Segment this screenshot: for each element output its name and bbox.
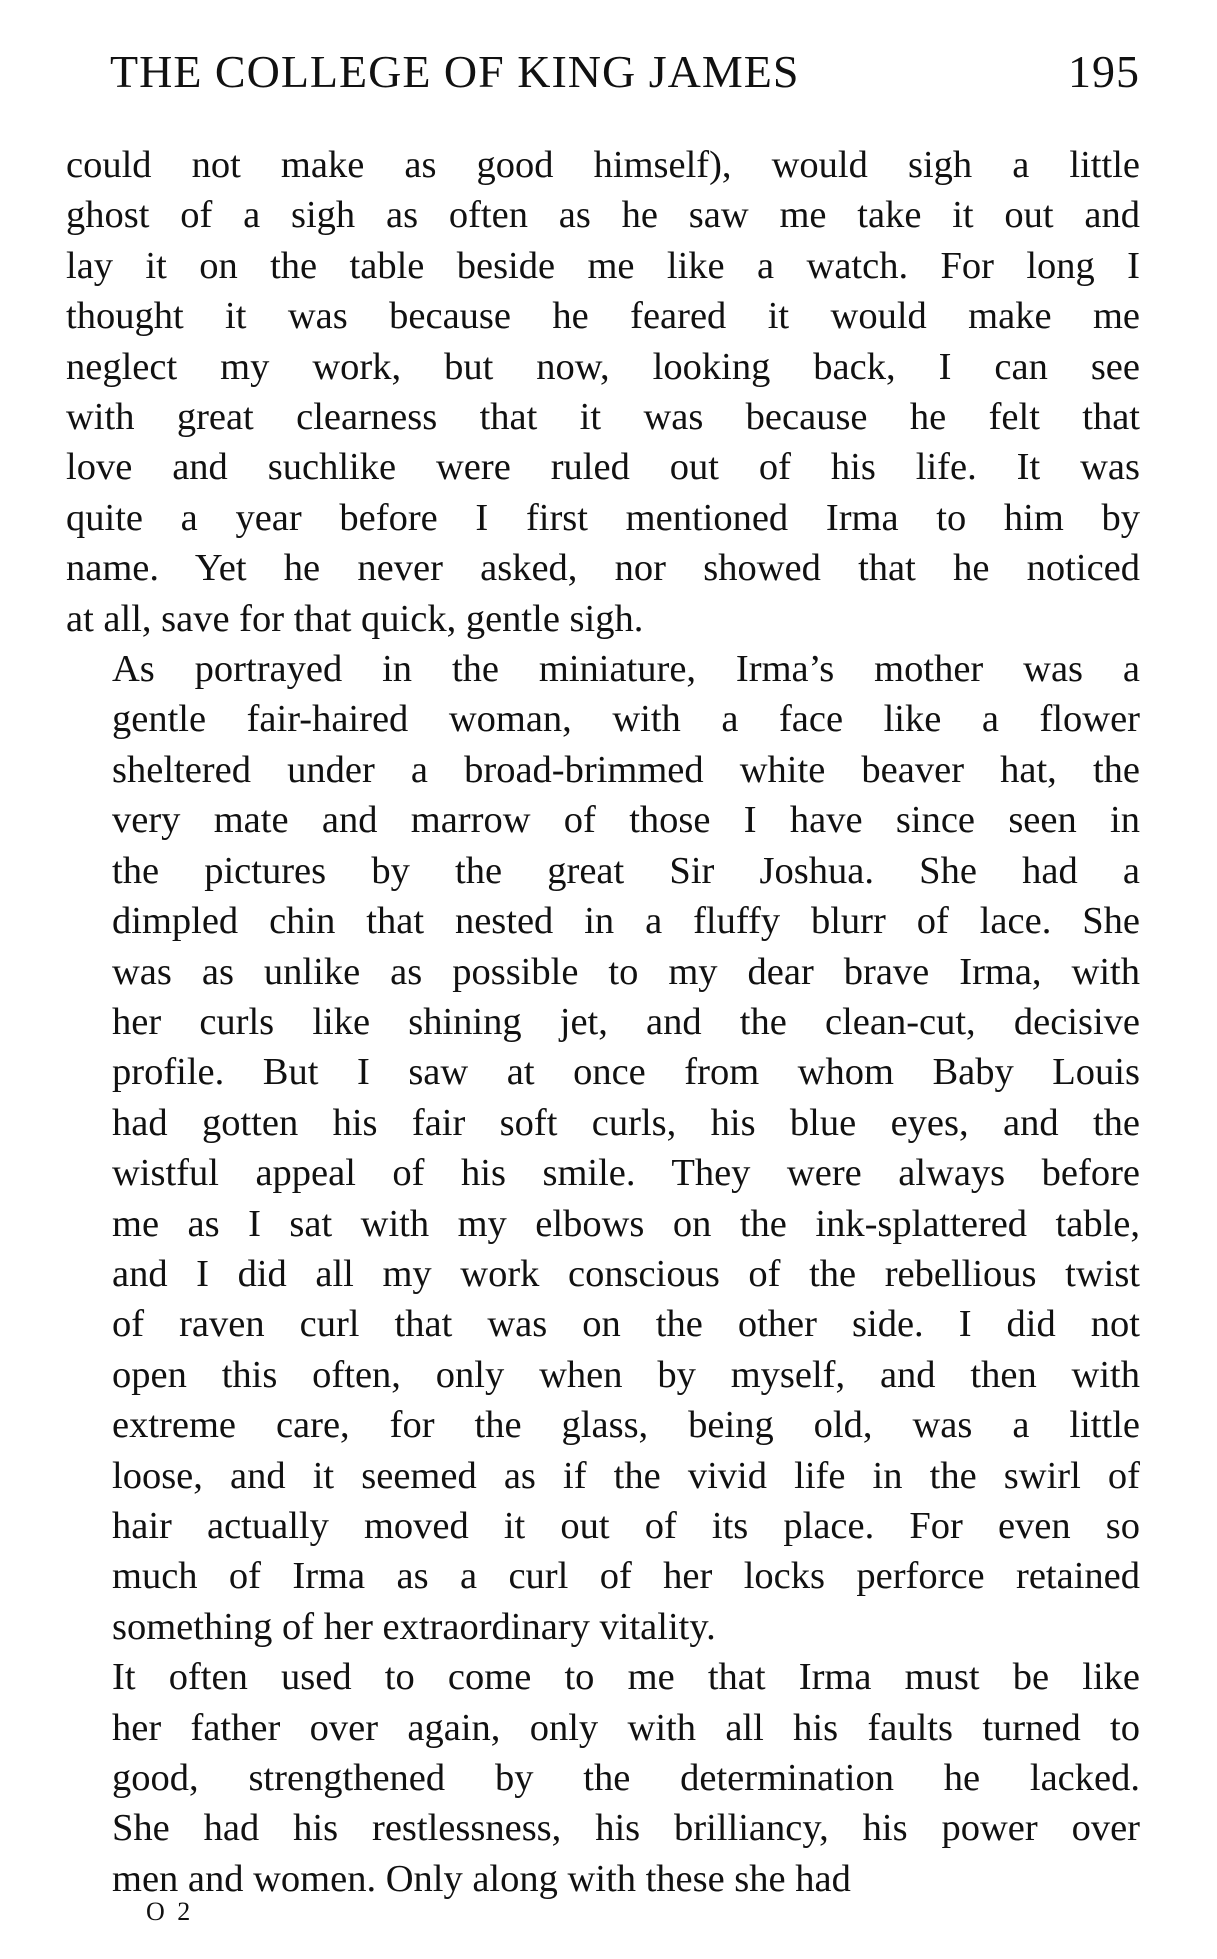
text-line: could not make as good himself), would sigh a little [66,144,1140,186]
paragraph [66,140,1140,644]
text-line: the pictures by the great Sir Joshua. She had a [112,849,1140,892]
text-line: wistful appeal of his smile. They were always before [112,1152,1140,1195]
text-line: As portrayed in the miniature, Irma’s mother was a [112,648,1140,691]
text-line: hair actually moved it out of its place. For even so [112,1504,1140,1547]
text-line: open this often, only when by myself, and then with [112,1353,1140,1396]
paragraph [66,1652,1140,1904]
text-line: much of Irma as a curl of her locks perforce retained [112,1555,1140,1598]
text-line: had gotten his fair soft curls, his blue eyes, and the [112,1101,1140,1144]
text-line: men and women. Only along with these she had [112,1857,851,1900]
text-line: lay it on the table beside me like a watch. For long I [66,244,1140,287]
text-line: quite a year before I first mentioned Irma to him by [66,496,1140,539]
running-title: THE COLLEGE OF KING JAMES [110,46,800,97]
book-page [66,0,1140,1959]
text-line: gentle fair-haired woman, with a face like a flower [112,698,1140,741]
text-line: dimpled chin that nested in a fluffy blurr of lace. She [112,900,1140,943]
text-line: sheltered under a broad-brimmed white beaver hat, the [112,748,1140,791]
running-head [110,40,1140,104]
text-line: love and suchlike were ruled out of his life. It was [66,446,1140,489]
text-line: was as unlike as possible to my dear brave Irma, with [112,950,1140,993]
text-line: her father over again, only with all his faults turned to [112,1706,1140,1749]
text-line: name. Yet he never asked, nor showed that he noticed [66,547,1140,590]
page-number: 195 [1068,46,1140,97]
text-line: me as I sat with my elbows on the ink-splattered table, [112,1202,1140,1245]
body-text [66,140,1140,1904]
text-line: something of her extraordinary vitality. [112,1605,716,1648]
paragraph [66,644,1140,1652]
text-line: her curls like shining jet, and the clean-cut, decisive [112,1000,1140,1043]
text-line: good, strengthened by the determination he lacked. [112,1757,1140,1799]
text-line: with great clearness that it was because he felt that [66,396,1140,439]
text-line: extreme care, for the glass, being old, was a little [112,1404,1140,1447]
text-line: loose, and it seemed as if the vivid life in the swirl of [112,1454,1140,1497]
text-line: and I did all my work conscious of the rebellious twist [112,1252,1140,1295]
text-line: It often used to come to me that Irma must be like [112,1656,1140,1699]
text-line: at all, save for that quick, gentle sigh. [66,597,644,640]
text-line: thought it was because he feared it would make me [66,295,1140,338]
text-line: of raven curl that was on the other side. I did not [112,1303,1140,1346]
text-line: ghost of a sigh as often as he saw me take it out and [66,194,1140,237]
text-line: profile. But I saw at once from whom Baby Louis [112,1051,1140,1094]
text-line: neglect my work, but now, looking back, I can see [66,345,1140,388]
text-line: very mate and marrow of those I have since seen in [112,799,1140,842]
signature-mark: O 2 [146,1897,194,1926]
text-line: She had his restlessness, his brilliancy, his power over [112,1807,1140,1850]
